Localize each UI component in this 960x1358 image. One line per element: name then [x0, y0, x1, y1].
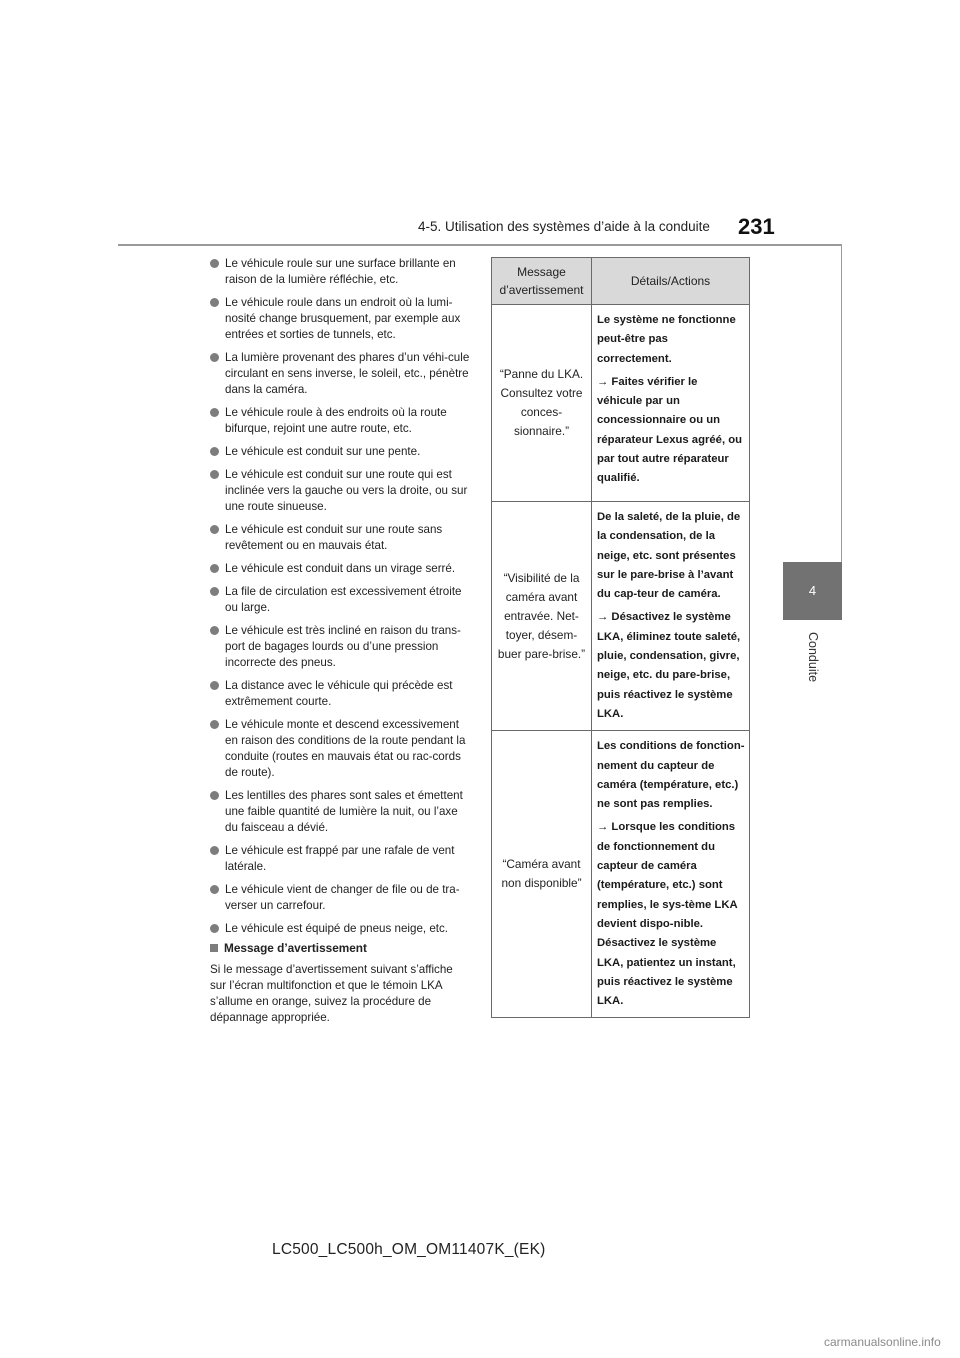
warning-messages-table — [491, 257, 750, 1018]
bullet-icon — [210, 924, 219, 933]
list-item: Le véhicule est conduit sur une route qui est inclinée vers la gauche ou vers la droite, ou sur une route sinueuse. — [210, 467, 472, 515]
bullet-icon — [210, 447, 219, 456]
warning-section-paragraph: Si le message d’avertissement suivant s’affiche sur l’écran multifonction et que le témoin LKA s’allume en orange, suivez la procédure de dépannage appropriée. — [210, 963, 453, 1024]
action-text: → Lorsque les conditions de fonctionnement du capteur de caméra (température, etc.) sont remplies, le sys-tème LKA devient dispo-nible. Désactivez le système LKA, patientez un instant, puis réactivez le système LKA. — [597, 821, 738, 1008]
section-title: 4-5. Utilisation des systèmes d’aide à la conduite — [418, 219, 710, 234]
bullet-icon — [210, 681, 219, 690]
table-row — [492, 305, 750, 502]
bullet-icon — [210, 525, 219, 534]
header-divider — [118, 244, 842, 246]
conditions-list — [210, 256, 472, 944]
bullet-icon — [210, 470, 219, 479]
detail-text: Le système ne fonctionne peut-être pas correctement. — [597, 314, 736, 365]
bullet-icon — [210, 408, 219, 417]
list-item: Le véhicule est frappé par une rafale de vent latérale. — [210, 843, 472, 875]
details-cell — [592, 305, 750, 502]
list-item: Le véhicule est équipé de pneus neige, etc. — [210, 921, 472, 937]
column-header-message: Message d’avertissement — [492, 258, 592, 305]
bullet-icon — [210, 353, 219, 362]
list-item: Le véhicule est conduit dans un virage serré. — [210, 561, 472, 577]
list-item: La lumière provenant des phares d’un véhi-cule circulant en sens inverse, le soleil, etc., pénètre dans la caméra. — [210, 350, 472, 398]
bullet-icon — [210, 298, 219, 307]
bullet-icon — [210, 626, 219, 635]
page-number: 231 — [738, 214, 775, 239]
detail-text: Les conditions de fonction-nement du capteur de caméra (température, etc.) ne sont pas remplies. — [597, 740, 745, 811]
bullet-icon — [210, 587, 219, 596]
table-row — [492, 731, 750, 1018]
watermark: carmanualsonline.info — [824, 1335, 941, 1349]
list-item: Le véhicule roule dans un endroit où la lumi-nosité change brusquement, par exemple aux entrées et sorties de tunnels, etc. — [210, 295, 472, 343]
list-item: Le véhicule est conduit sur une pente. — [210, 444, 472, 460]
bullet-icon — [210, 259, 219, 268]
list-item: Le véhicule roule sur une surface brillante en raison de la lumière réfléchie, etc. — [210, 256, 472, 288]
square-bullet-icon — [210, 944, 218, 952]
document-code: LC500_LC500h_OM_OM11407K_(EK) — [272, 1241, 546, 1258]
details-cell — [592, 731, 750, 1018]
list-item: Le véhicule est très incliné en raison du trans-port de bagages lourds ou d’une pression incorrecte des pneus. — [210, 623, 472, 671]
chapter-label: Conduite — [806, 632, 820, 683]
list-item: Le véhicule roule à des endroits où la route bifurque, rejoint une autre route, etc. — [210, 405, 472, 437]
bullet-icon — [210, 720, 219, 729]
column-header-details: Détails/Actions — [592, 258, 750, 305]
list-item: Les lentilles des phares sont sales et émettent une faible quantité de lumière la nuit, ou l’axe du faisceau a dévié. — [210, 788, 472, 836]
bullet-icon — [210, 791, 219, 800]
list-item: Le véhicule vient de changer de file ou de tra-verser un carrefour. — [210, 882, 472, 914]
warning-section-heading: Message d’avertissement — [210, 941, 367, 955]
side-divider — [841, 244, 842, 562]
action-text: → Désactivez le système LKA, éliminez toute saleté, pluie, condensation, givre, neige, etc. du pare-brise, puis réactivez le système LKA. — [597, 611, 741, 720]
chapter-tab: 4 — [783, 562, 842, 620]
message-cell: “Caméra avant non disponible” — [492, 731, 592, 1018]
message-cell: “Visibilité de la caméra avant entravée. Net-toyer, désem-buer pare-brise.” — [492, 502, 592, 731]
details-cell — [592, 502, 750, 731]
list-item: Le véhicule monte et descend excessivement en raison des conditions de la route pendant la conduite (routes en mauvais état ou rac-cords de route). — [210, 717, 472, 781]
bullet-icon — [210, 885, 219, 894]
list-item: Le véhicule est conduit sur une route sans revêtement ou en mauvais état. — [210, 522, 472, 554]
action-text: → Faites vérifier le véhicule par un concessionnaire ou un réparateur Lexus agréé, ou par tout autre réparateur qualifié. — [597, 375, 743, 485]
list-item: La file de circulation est excessivement étroite ou large. — [210, 584, 472, 616]
list-item: La distance avec le véhicule qui précède est extrêmement courte. — [210, 678, 472, 710]
table-row — [492, 502, 750, 731]
bullet-icon — [210, 846, 219, 855]
table-header-row — [492, 258, 750, 305]
bullet-icon — [210, 564, 219, 573]
message-cell: “Panne du LKA. Consultez votre conces-sionnaire.” — [492, 305, 592, 502]
detail-text: De la saleté, de la pluie, de la condensation, de la neige, etc. sont présentes sur le pare-brise à l’avant du cap-teur de caméra. — [597, 511, 741, 601]
